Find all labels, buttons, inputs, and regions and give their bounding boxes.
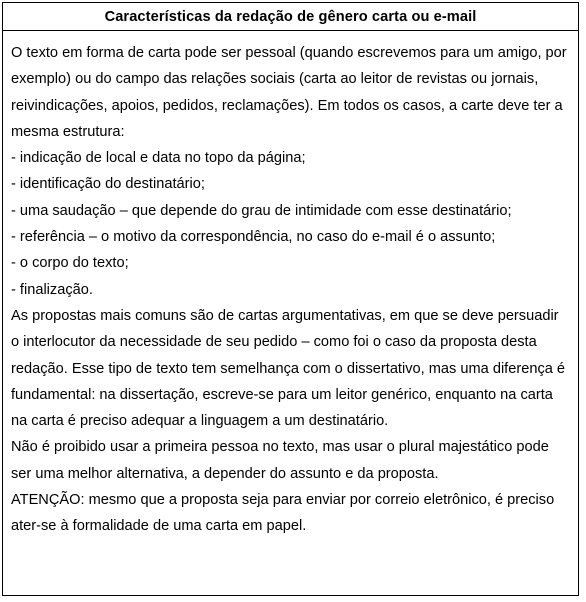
argumentative-paragraph: As propostas mais comuns são de cartas argumentativas, em que se deve persuadir o interlocutor da necessidade de seu pedido – como foi o caso da proposta desta redação. Esse tipo de texto tem semelhança com o dissertativo, mas uma diferença é fundamental: na dissertação, escreve-se para um leitor genérico, enquanto na carta na carta é preciso adequar a linguagem a um destinatário. — [11, 307, 566, 430]
first-person-paragraph: Não é proibido usar a primeira pessoa no texto, mas usar o plural majestático pode ser uma melhor alternativa, a depender do assunto e da proposta. — [11, 439, 549, 482]
document-body — [3, 31, 578, 540]
structure-item-reference: - referência – o motivo da correspondência, no caso do e-mail é o assunto; — [11, 229, 496, 246]
document-title: Características da redação de gênero carta ou e-mail — [3, 3, 578, 31]
structure-item-closing: - finalização. — [11, 281, 93, 298]
structure-item-greeting: - uma saudação – que depende do grau de intimidade com esse destinatário; — [11, 202, 512, 219]
structure-item-recipient: - identificação do destinatário; — [11, 176, 205, 193]
document-box — [2, 2, 579, 596]
intro-paragraph: O texto em forma de carta pode ser pessoal (quando escrevemos para um amigo, por exemplo) ou do campo das relações sociais (carta ao leitor de revistas ou jornais, reivindicações, apoios, pedidos, reclamações). Em todos os casos, a carte deve ter a mesma estrutura: — [11, 45, 567, 140]
structure-item-body: - o corpo do texto; — [11, 255, 129, 272]
attention-paragraph: ATENÇÃO: mesmo que a proposta seja para enviar por correio eletrônico, é preciso ater-se à formalidade de uma carta em papel. — [11, 492, 555, 535]
structure-item-location-date: - indicação de local e data no topo da página; — [11, 150, 306, 167]
